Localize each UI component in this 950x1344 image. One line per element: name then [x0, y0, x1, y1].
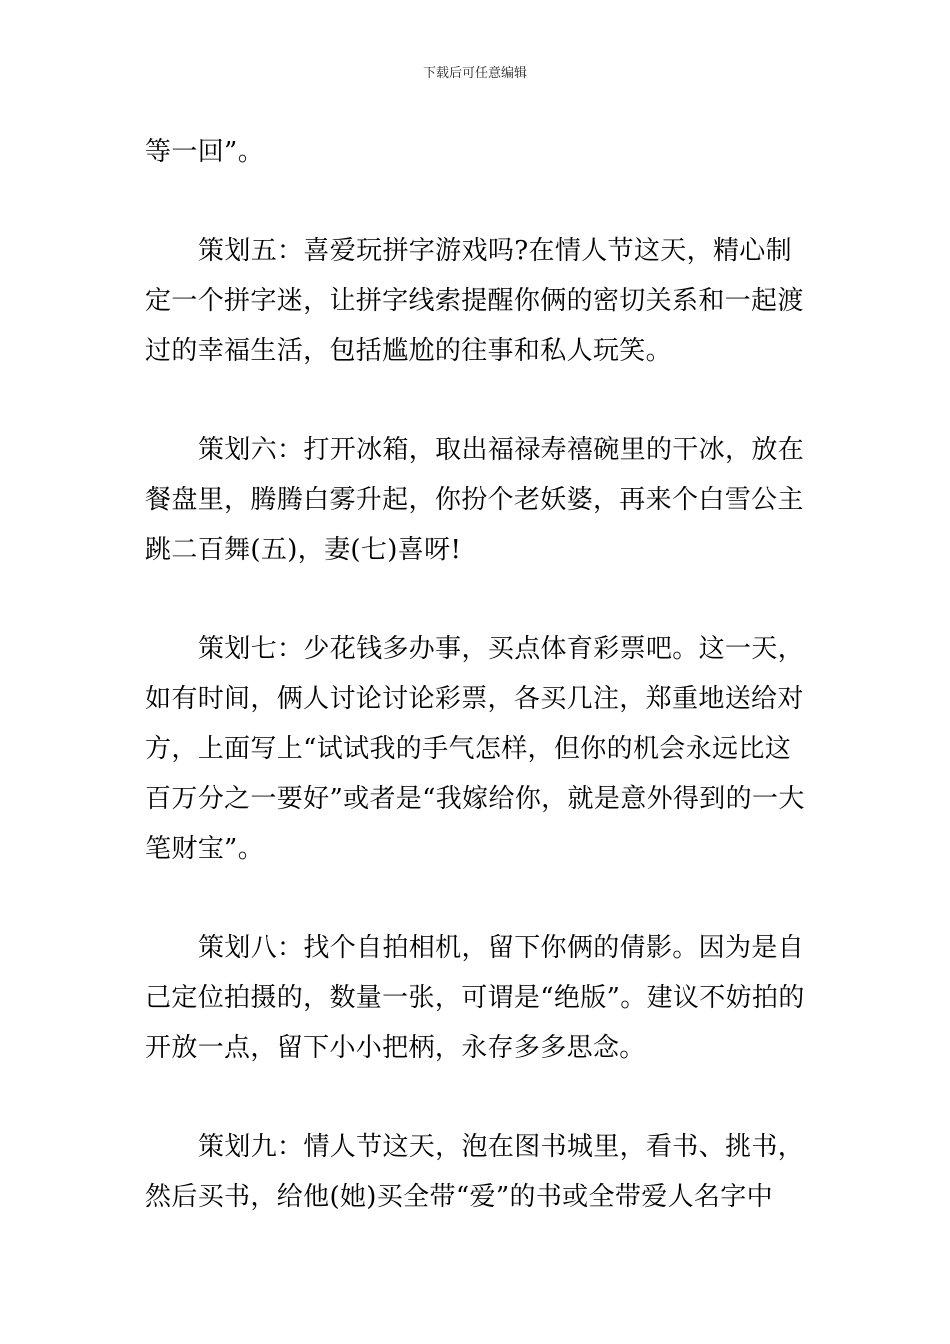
paragraph-plan-8: 策划八：找个自拍相机，留下你俩的倩影。因为是自己定位拍摄的，数量一张，可谓是“绝版”。建议不妨拍的开放一点，留下小小把柄，永存多多思念。 [145, 933, 805, 1063]
paragraph-continuation: 等一回”。 [145, 137, 265, 167]
paragraph-plan-6: 策划六：打开冰箱，取出福禄寿禧碗里的干冰，放在餐盘里，腾腾白雾升起，你扮个老妖婆，再来个白雪公主跳二百舞(五)，妻(七)喜呀! [145, 435, 805, 565]
document-body [145, 127, 809, 1222]
paragraph-plan-7: 策划七：少花钱多办事，买点体育彩票吧。这一天，如有时间，俩人讨论讨论彩票，各买几注，郑重地送给对方，上面写上“试试我的手气怎样，但你的机会永远比这百万分之一要好”或者是“我嫁给你，就是意外得到的一大笔财宝”。 [145, 634, 805, 864]
paragraph-gap [145, 376, 809, 425]
paragraph-gap [145, 1073, 809, 1122]
paragraph-gap [145, 177, 809, 226]
paragraph-gap [145, 575, 809, 624]
paragraph-gap [145, 874, 809, 923]
page-header: 下载后可任意编辑 [422, 66, 527, 81]
paragraph-plan-5: 策划五：喜爱玩拼字游戏吗?在情人节这天，精心制定一个拼字迷，让拼字线索提醒你俩的密切关系和一起渡过的幸福生活，包括尴尬的往事和私人玩笑。 [145, 236, 804, 366]
paragraph-plan-9: 策划九：情人节这天，泡在图书城里，看书、挑书，然后买书，给他(她)买全带“爱”的书或全带爱人名字中 [145, 1132, 805, 1212]
